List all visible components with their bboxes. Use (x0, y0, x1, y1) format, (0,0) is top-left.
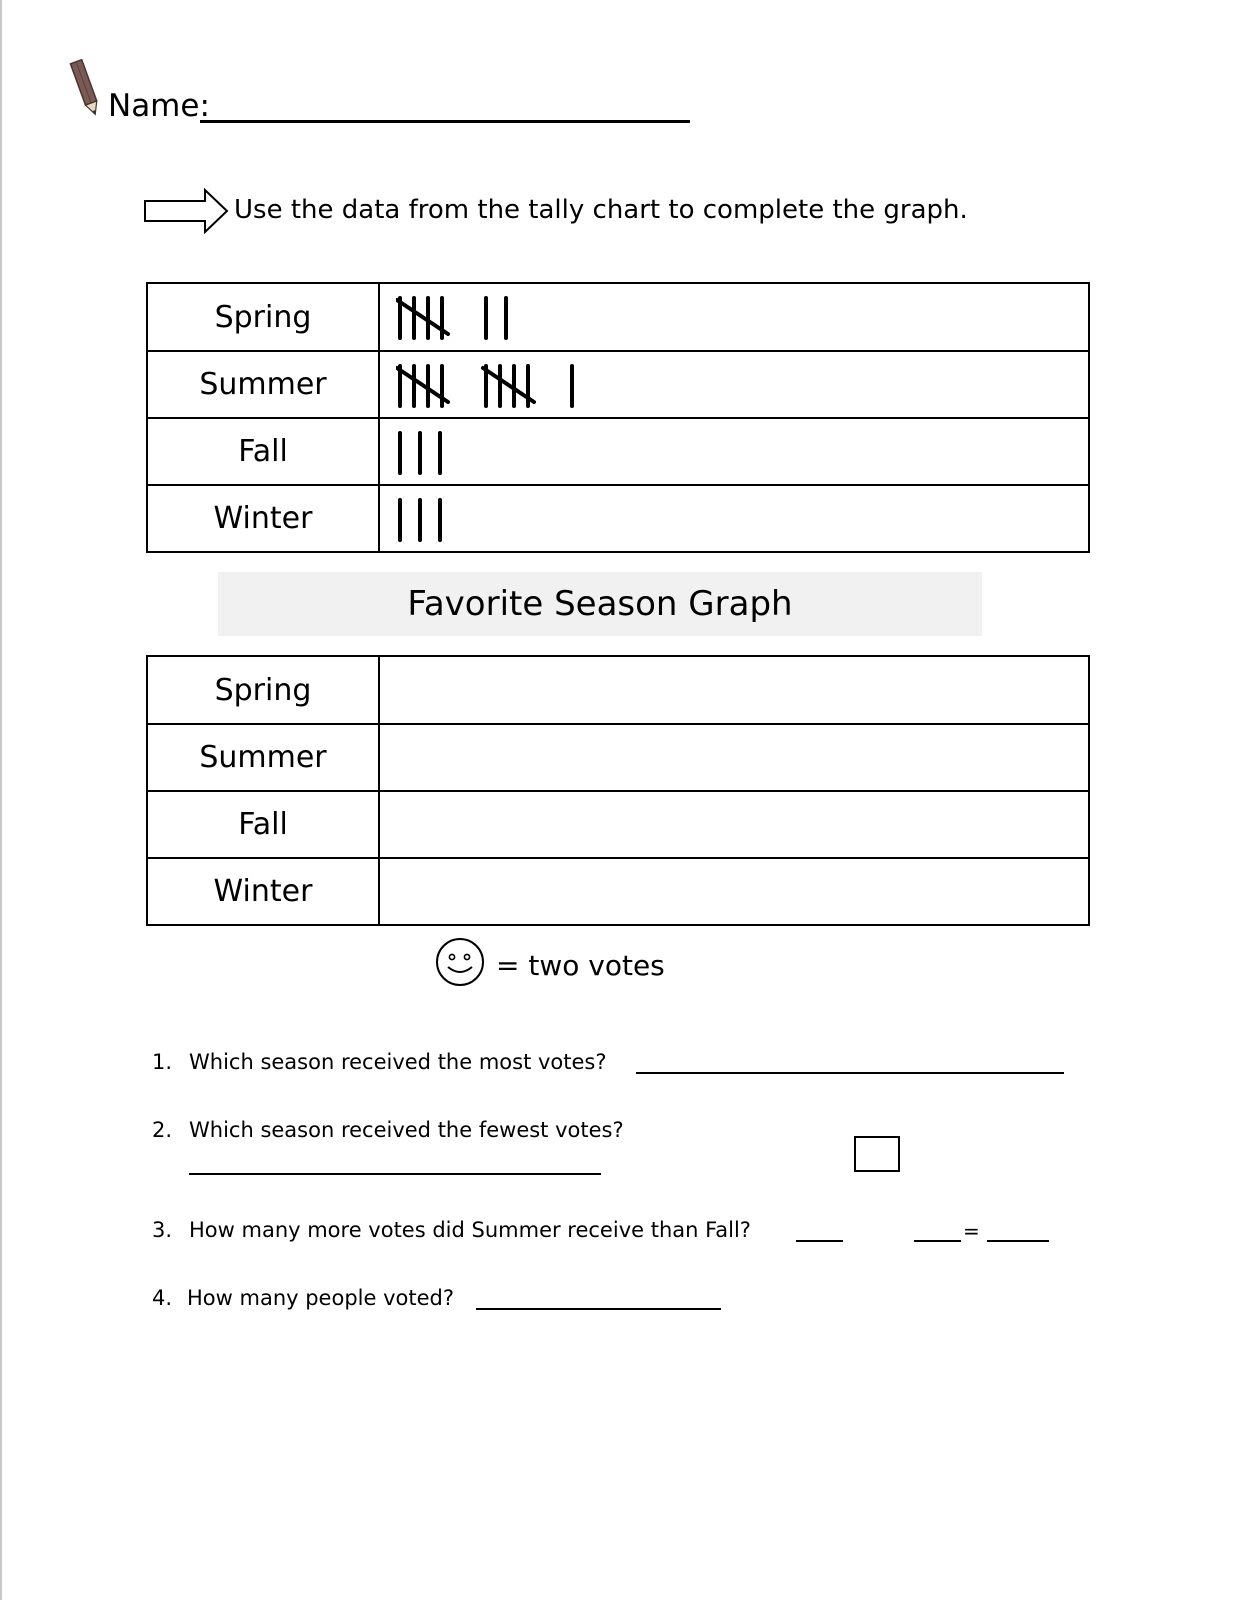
tally-row (148, 350, 1088, 417)
name-blank[interactable] (200, 120, 690, 123)
tally-row-label: Winter (148, 486, 380, 551)
graph-title: Favorite Season Graph (218, 572, 982, 636)
tally-chart-table (146, 282, 1090, 553)
graph-answer-cell[interactable] (380, 859, 1088, 924)
tally-row (148, 484, 1088, 551)
graph-row (148, 657, 1088, 723)
tally-marks-cell (380, 419, 1088, 484)
tally-marks (396, 494, 696, 546)
question-3-number: 3. (152, 1218, 173, 1242)
equals-sign: = (963, 1219, 980, 1243)
graph-row-label: Winter (148, 859, 380, 924)
right-arrow-icon (143, 188, 229, 234)
tally-marks (396, 360, 696, 412)
tally-marks-cell (380, 284, 1088, 350)
question-1-number: 1. (152, 1050, 173, 1074)
question-2-number: 2. (152, 1118, 173, 1142)
page-edge (0, 0, 2, 1600)
graph-row-label: Spring (148, 657, 380, 723)
tally-row (148, 284, 1088, 350)
instruction-text: Use the data from the tally chart to complete the graph. (234, 195, 968, 225)
favorite-season-graph-table (146, 655, 1090, 926)
graph-row-label: Fall (148, 792, 380, 857)
name-label: Name: (108, 88, 210, 124)
tally-row-label: Spring (148, 284, 380, 350)
question-3-text: How many more votes did Summer receive than Fall? (189, 1218, 751, 1242)
answer-4-blank[interactable] (476, 1308, 721, 1310)
tally-row (148, 417, 1088, 484)
tally-marks-cell (380, 486, 1088, 551)
question-4-text: How many people voted? (187, 1286, 454, 1310)
key-text: = two votes (496, 949, 665, 982)
tally-marks (396, 427, 696, 479)
graph-answer-cell[interactable] (380, 792, 1088, 857)
smiley-face-icon (434, 936, 486, 988)
question-2-text: Which season received the fewest votes? (189, 1118, 624, 1142)
answer-1-blank[interactable] (636, 1072, 1064, 1074)
answer-3-blank-result[interactable] (987, 1240, 1049, 1242)
graph-row (148, 857, 1088, 924)
answer-box[interactable] (854, 1136, 900, 1172)
tally-marks-cell (380, 352, 1088, 417)
question-4-number: 4. (152, 1286, 173, 1310)
graph-answer-cell[interactable] (380, 657, 1088, 723)
graph-row (148, 790, 1088, 857)
question-1-text: Which season received the most votes? (189, 1050, 607, 1074)
tally-marks (396, 292, 696, 344)
answer-2-blank[interactable] (189, 1173, 601, 1175)
graph-row (148, 723, 1088, 790)
graph-answer-cell[interactable] (380, 725, 1088, 790)
answer-3-blank-a[interactable] (796, 1240, 843, 1242)
pencil-icon (66, 56, 106, 122)
tally-row-label: Summer (148, 352, 380, 417)
graph-row-label: Summer (148, 725, 380, 790)
tally-row-label: Fall (148, 419, 380, 484)
answer-3-blank-b[interactable] (914, 1240, 961, 1242)
